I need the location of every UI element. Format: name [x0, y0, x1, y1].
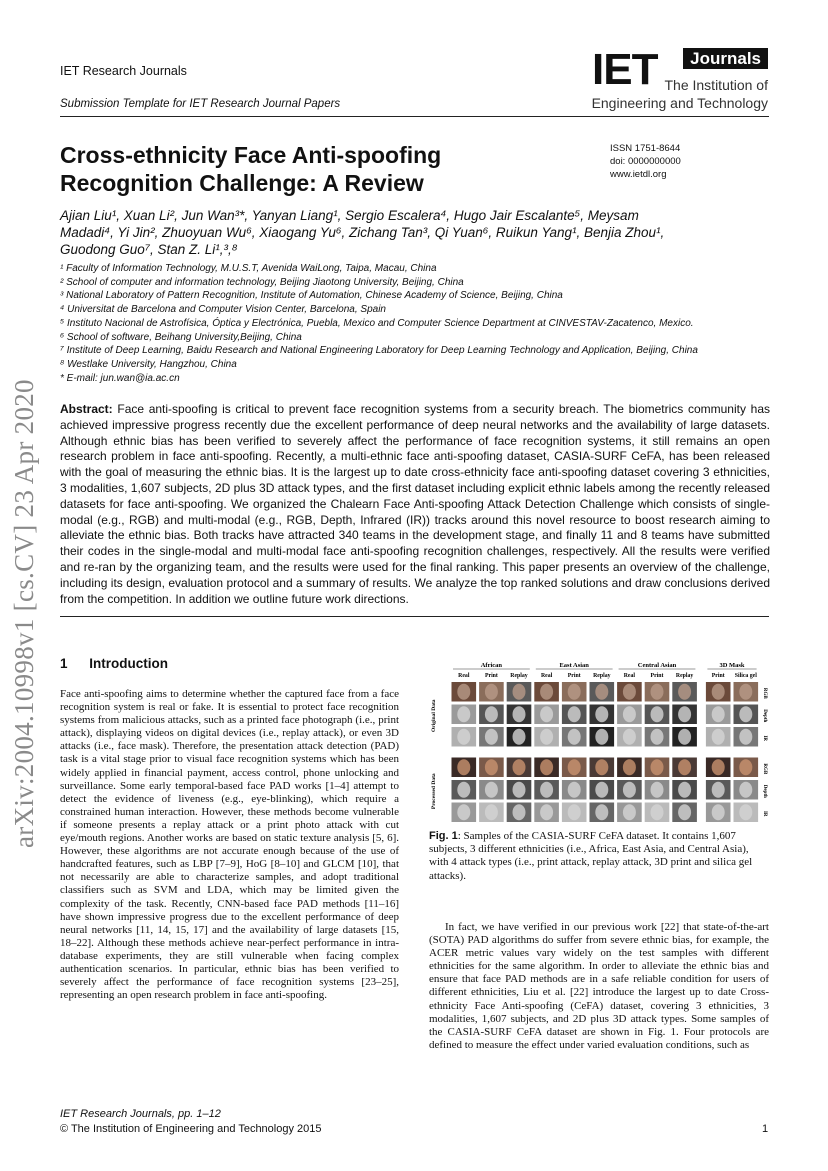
figure-face-shape: [678, 782, 691, 798]
figure-column-label: Print: [484, 673, 498, 679]
figure-face-shape: [595, 759, 608, 775]
figure-face-shape: [540, 759, 553, 775]
intro-right-column: [429, 921, 769, 1052]
authors-line3: Guodong Guo⁷, Stan Z. Li¹,³,⁸: [60, 242, 238, 257]
figure-face-shape: [595, 684, 608, 700]
figure-face-shape: [540, 782, 553, 798]
figure-row-label: IR: [762, 735, 767, 742]
arxiv-side-stamp: arXiv:2004.10998v1 [cs.CV] 23 Apr 2020: [9, 379, 39, 848]
figure-face-shape: [540, 729, 553, 745]
figure-row-label: IR: [762, 810, 767, 817]
page-number: 1: [762, 1123, 769, 1135]
corresponding-email: * E-mail: jun.wan@ia.ac.cn: [60, 372, 180, 384]
section-title: Introduction: [89, 656, 169, 671]
figure-face-shape: [739, 804, 752, 820]
figure-face-shape: [485, 759, 498, 775]
figure-face-shape: [712, 729, 725, 745]
affiliation-6: ⁶ School of software, Beihang University,Beijing, China: [60, 331, 302, 343]
figure-column-label: Real: [623, 673, 636, 679]
figure-row-label: Depth: [762, 784, 767, 798]
figure-face-shape: [651, 729, 664, 745]
figure-face-shape: [739, 729, 752, 745]
figure-row-group-label: Original Data: [431, 699, 437, 733]
intro-paragraph-2: In fact, we have verified in our previous work [22] that state-of-the-art (SOTA) PAD algorithms do suffer from severe ethnic bias, for example, the ACER metric values vary widely on the test samples with different ethnicities for the same algorithm. In order to alleviate the ethnic bias and ensure that face PAD methods are in a safe reliable condition for users of different ethnicities, Liu et al. [22] introduce the largest up to date Cross-ethnicity Face Anti-spoofing (CeFA) dataset, covering 3 ethnicities, 3 modalities, 1,607 subjects, and 2D plus 3D attack types. Some samples of the CASIA-SURF CeFA dataset are shown in Fig. 1. Four protocols are defined to measure the effect under varied evaluation conditions, such as: [429, 921, 769, 1051]
figure-face-shape: [485, 782, 498, 798]
figure-face-shape: [678, 804, 691, 820]
paper-meta: [610, 142, 681, 181]
paper-title: [60, 141, 530, 197]
figure-face-shape: [513, 782, 526, 798]
doi: doi: 0000000000: [610, 156, 681, 167]
figure-face-shape: [513, 804, 526, 820]
figure-face-shape: [540, 804, 553, 820]
affiliation-1: ¹ Faculty of Information Technology, M.U.S.T, Avenida WaiLong, Taipa, Macau, China: [60, 263, 437, 274]
figure-face-shape: [540, 706, 553, 722]
figure-group-label: African: [480, 662, 503, 669]
iet-logo: [592, 46, 768, 114]
issn: ISSN 1751-8644: [610, 143, 681, 154]
figure-face-shape: [739, 782, 752, 798]
figure-face-shape: [568, 759, 581, 775]
figure-face-shape: [568, 804, 581, 820]
figure-face-shape: [595, 706, 608, 722]
figure-row-group-label: Processed Data: [431, 773, 437, 810]
figure-face-shape: [457, 729, 470, 745]
figure-face-shape: [485, 684, 498, 700]
figure-face-shape: [712, 706, 725, 722]
figure-column-label: Replay: [510, 673, 528, 679]
figure-face-shape: [712, 782, 725, 798]
title-line1: Cross-ethnicity Face Anti-spoofing: [60, 142, 442, 168]
figure-column-label: Print: [567, 673, 581, 679]
abstract: [60, 402, 770, 607]
figure-face-shape: [485, 804, 498, 820]
figure-face-shape: [623, 706, 636, 722]
figure-face-shape: [712, 804, 725, 820]
figure-face-shape: [678, 759, 691, 775]
figure-caption-text: : Samples of the CASIA-SURF CeFA dataset. It contains 1,607 subjects, 3 different ethnicities (i.e., Africa, East Asia, and Central Asia), with 4 attack types (i.e., print attack, replay attack, 3D print and silica gel attacks).: [429, 830, 753, 882]
affiliation-7: ⁷ Institute of Deep Learning, Baidu Research and National Engineering Laboratory for Deep Learning Technology and Application, Beijing, China: [60, 345, 698, 357]
abstract-text: Face anti-spoofing is critical to prevent face recognition systems from a security breach. The biometrics community has achieved impressive progress recently due the excellent performance of deep neural networks and the availability of large datasets. Although ethnic bias has been verified to severely affect the performance of face recognition systems, it still remains an open research problem in face anti-spoofing. Recently, a multi-ethnic face anti-spoofing dataset, CASIA-SURF CeFA, has been released with the goal of measuring the ethnic bias. It is the largest up to date cross-ethnicity face anti-spoofing dataset covering 3 ethnicities, 3 modalities, 1,607 subjects, 2D plus 3D attack types, and the first dataset including explicit ethnic labels among the recently released datasets for face anti-spoofing. We organized the Chalearn Face Anti-spoofing Attack Detection Challenge which consists of single-modal (e.g., RGB) and multi-modal (e.g., RGB, Depth, Infrared (IR)) tracks around this novel resource to boost research aiming to alleviate the ethnic bias. Both tracks have attracted 340 teams in the development stage, and finally 11 and 8 teams have submitted their codes in the single-modal and multi-modal face anti-spoofing recognition challenges, respectively. All the results were verified and re-ran by the organizing team, and the results were used for the final ranking. This paper presents an overview of the challenge, including its design, evaluation protocol and a summary of results. We analyze the top ranked solutions and draw conclusions derived from the competition. In addition we outline future work directions.: [60, 402, 770, 606]
affiliation-8: ⁸ Westlake University, Hangzhou, China: [60, 358, 237, 370]
figure-column-label: Silica gel: [734, 673, 757, 679]
affiliation-4: ⁴ Universitat de Barcelona and Computer Vision Center, Barcelona, Spain: [60, 304, 386, 316]
authors-line1: Ajian Liu¹, Xuan Li², Jun Wan³*, Yanyan Liang¹, Sergio Escalera⁴, Hugo Jair Escalante⁵, Meysam: [60, 208, 639, 223]
figure-face-shape: [595, 782, 608, 798]
figure-row-label: RGB: [762, 687, 767, 699]
figure-face-shape: [513, 684, 526, 700]
figure-face-shape: [623, 684, 636, 700]
figure-face-shape: [651, 684, 664, 700]
figure-face-shape: [595, 729, 608, 745]
logo-line2: Engineering and Technology: [591, 95, 768, 111]
title-line2: Recognition Challenge: A Review: [60, 170, 424, 196]
author-list: [60, 207, 772, 258]
footer-copyright: © The Institution of Engineering and Technology 2015: [60, 1123, 322, 1135]
figure-face-shape: [568, 706, 581, 722]
figure-face-shape: [623, 759, 636, 775]
figure-face-shape: [678, 706, 691, 722]
figure-column-label: Print: [650, 673, 664, 679]
figure-face-shape: [568, 782, 581, 798]
figure-face-shape: [623, 729, 636, 745]
figure-face-shape: [513, 759, 526, 775]
figure-column-label: Replay: [593, 673, 611, 679]
figure-face-shape: [623, 804, 636, 820]
figure-face-shape: [739, 706, 752, 722]
figure-face-shape: [623, 782, 636, 798]
section-heading: [60, 656, 168, 671]
figure-caption: [429, 830, 769, 883]
figure-face-shape: [457, 684, 470, 700]
figure-face-shape: [485, 729, 498, 745]
abstract-label: Abstract:: [60, 402, 113, 416]
affiliation-2: ² School of computer and information technology, Beijing Jiaotong University, Beijing, China: [60, 276, 464, 288]
figure-face-shape: [568, 729, 581, 745]
figure-face-shape: [739, 759, 752, 775]
figure-column-label: Replay: [675, 673, 694, 679]
logo-line1: The Institution of: [664, 77, 768, 93]
figure-face-shape: [513, 706, 526, 722]
figure-image: [428, 660, 769, 822]
affiliations: [60, 262, 772, 385]
intro-paragraph-1: Face anti-spoofing aims to determine whether the captured face from a face recognition system is real or fake. It is essential to protect face recognition systems from malicious attacks, such as a printed face photograph (i.e., print attack), displaying videos on digital devices (i.e., replay attack), or even 3D attacks (i.e., face mask). Therefore, the presentation attack detection (PAD) task is a vital stage prior to visual face recognition systems which has been widely applied in financial payment, access control, phone unlocking and surveillance. Some early temporal-based face PAD works [1–4] attempt to detect the evidence of liveness (e.g., eye-blinking), which require a constrained human interaction. However, these methods become vulnerable if someone presents a replay attack or a print photo attack with cut eye/mouth regions. Another works are based on static texture analysis [5, 6]. However, these algorithms are not accurate enough because of the use of handcrafted features, such as LBP [7–9], HoG [8–10] and GLCM [10], that not necessarily are able to characterize samples, and adopt traditional classifiers such as SVM and LDA, which may be limited given the complexity of the task. Recently, CNN-based face PAD methods [11–16] have shown impressive progress due to the excellent performance of deep neural networks [11, 14, 15, 17] and the availability of large datasets [15, 18–22]. Although these methods achieve near-perfect performance in intra-database experiments, they are still vulnerable when facing complex authentication scenarios. In particular, ethnic bias has been verified to severely affect the performance of face recognition systems [23–25], representing an open research problem in face anti-spoofing.: [60, 688, 399, 1002]
figure-group-label: Central Asian: [637, 662, 677, 669]
logo-mark: IET: [592, 45, 658, 94]
affiliation-5: ⁵ Instituto Nacional de Astrofísica, Óptica y Electrónica, Puebla, Mexico and Computer Science Department at CINVESTAV-Zacatenco, Mexico.: [60, 317, 694, 329]
figure-face-shape: [457, 804, 470, 820]
figure-face-shape: [595, 804, 608, 820]
section-number: 1: [60, 656, 68, 671]
figure-row-label: Depth: [762, 709, 767, 723]
figure-face-shape: [540, 684, 553, 700]
figure-face-shape: [513, 729, 526, 745]
logo-badge: Journals: [683, 48, 768, 69]
footer-pages: IET Research Journals, pp. 1–12: [60, 1108, 221, 1120]
figure-face-shape: [651, 782, 664, 798]
figure-group-label: East Asian: [559, 662, 589, 669]
figure-column-label: Real: [540, 673, 553, 679]
intro-left-column: [60, 688, 399, 1002]
figure-face-shape: [651, 706, 664, 722]
figure-column-label: Real: [458, 673, 470, 679]
figure-face-shape: [678, 684, 691, 700]
figure-row-label: RGB: [762, 763, 767, 775]
figure-face-shape: [485, 706, 498, 722]
figure-label: Fig. 1: [429, 830, 458, 842]
figure-face-shape: [712, 759, 725, 775]
header-rule: [60, 116, 769, 117]
figure-face-shape: [568, 684, 581, 700]
figure-face-shape: [457, 759, 470, 775]
figure-face-shape: [457, 782, 470, 798]
figure-face-shape: [739, 684, 752, 700]
journal-name: IET Research Journals: [60, 64, 187, 78]
figure-samples: [428, 660, 769, 822]
figure-face-shape: [651, 804, 664, 820]
figure-group-label: 3D Mask: [719, 662, 745, 669]
figure-face-shape: [457, 706, 470, 722]
affiliation-3: ³ National Laboratory of Pattern Recognition, Institute of Automation, Chinese Academy of Science, Beijing, China: [60, 290, 563, 302]
journal-url[interactable]: www.ietdl.org: [610, 169, 667, 180]
figure-column-label: Print: [711, 673, 725, 679]
template-note: Submission Template for IET Research Journal Papers: [60, 98, 341, 110]
authors-line2: Madadi⁴, Yi Jin², Zhuoyuan Wu⁶, Xiaogang Yu⁶, Zichang Tan³, Qi Yuan⁶, Ruikun Yang¹, Benjia Zhou¹,: [60, 225, 665, 240]
figure-face-shape: [712, 684, 725, 700]
abstract-rule: [60, 616, 769, 617]
figure-face-shape: [678, 729, 691, 745]
figure-face-shape: [651, 759, 664, 775]
